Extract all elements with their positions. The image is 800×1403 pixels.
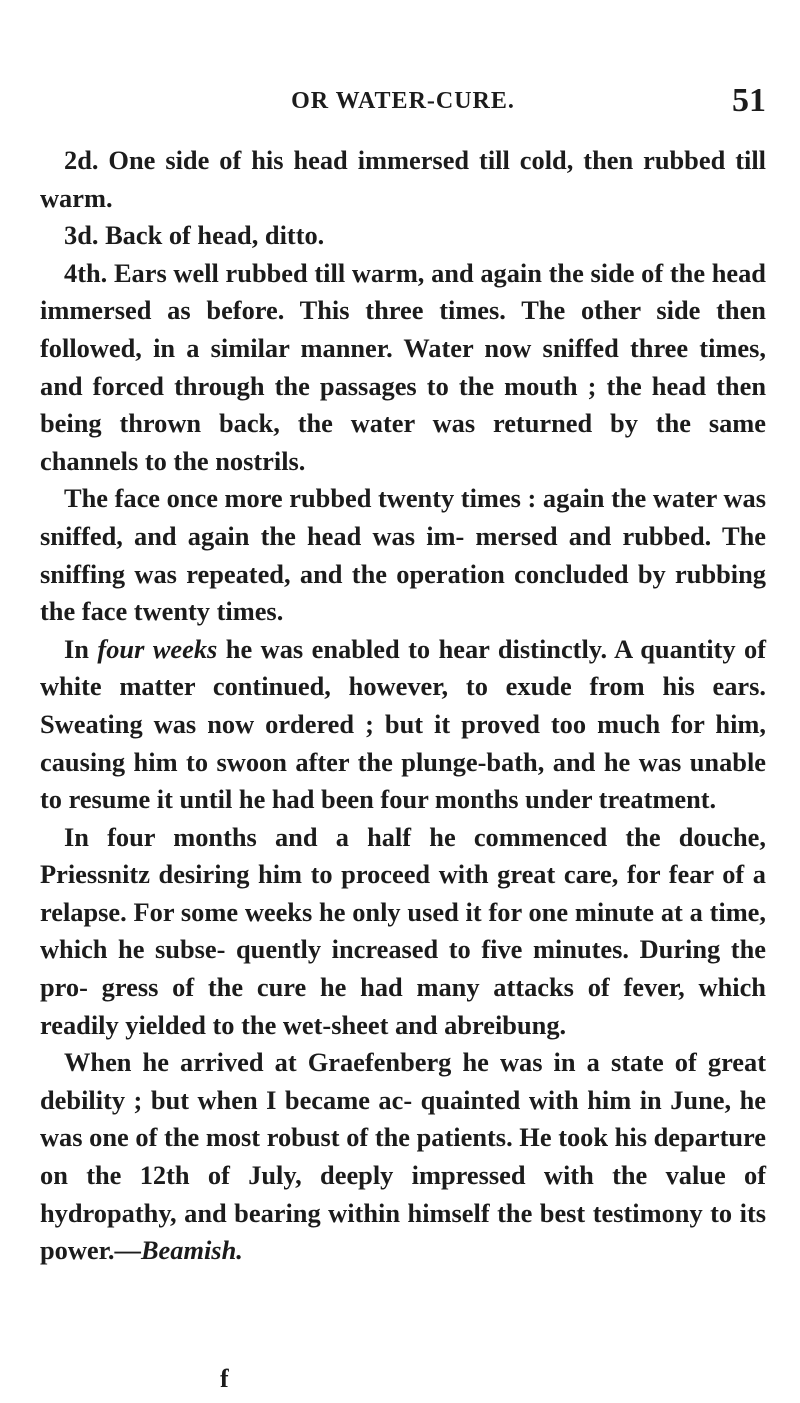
paragraph-4th: 4th. Ears well rubbed till warm, and again the side of the head immersed as before. This three times. The other side then followed, in a similar manner. Water now sniffed three times, and forced through the passages to the mouth ; the head then being thrown back, the water was returned by the same channels to the nostrils. (40, 257, 766, 476)
para5-after: he was enabled to hear distinctly. A quantity of white matter continued, however, to exude from his ears. Sweating was now ordered ; but it proved too much for him, causing him to swoon after the plunge-bath, and he was unable to resume it until he had been four months under treatment. (40, 633, 766, 815)
page-header (40, 82, 766, 118)
book-page (40, 0, 766, 1403)
para5-emphasis: four weeks (97, 633, 218, 664)
author-signature: Beamish. (140, 1235, 243, 1266)
body-text (40, 142, 766, 1270)
para7-text: When he arrived at Graefenberg he was in a state of great debility ; but when I became ac- quainted with him in June, he was one of the most robust of the patients. He took his departure on the 12th of July, deeply impressed with the value of hydropathy, and bearing within himself the best testimony to its power.— (40, 1047, 766, 1266)
paragraph-graefenberg (40, 1044, 766, 1270)
paragraph-face-rubbed: The face once more rubbed twenty times : again the water was sniffed, and again the head was im- mersed and rubbed. The sniffing was repeated, and the operation concluded by rubbing the face twenty times. (40, 483, 766, 627)
paragraph-four-weeks (40, 631, 766, 819)
signature-mark: f (220, 1364, 229, 1393)
para5-before: In (64, 633, 98, 664)
paragraph-douche: In four months and a half he commenced the douche, Priessnitz desiring him to proceed with great care, for fear of a relapse. For some weeks he only used it for one minute at a time, which he subse- quently increased to five minutes. During the pro- gress of the cure he had many attacks of fever, which readily yielded to the wet-sheet and abreibung. (40, 821, 766, 1040)
running-head: OR WATER-CURE. (291, 88, 515, 114)
paragraph-3d: 3d. Back of head, ditto. (64, 220, 325, 251)
page-number: 51 (732, 82, 766, 119)
paragraph-2d: 2d. One side of his head immersed till cold, then rubbed till warm. (40, 145, 766, 213)
